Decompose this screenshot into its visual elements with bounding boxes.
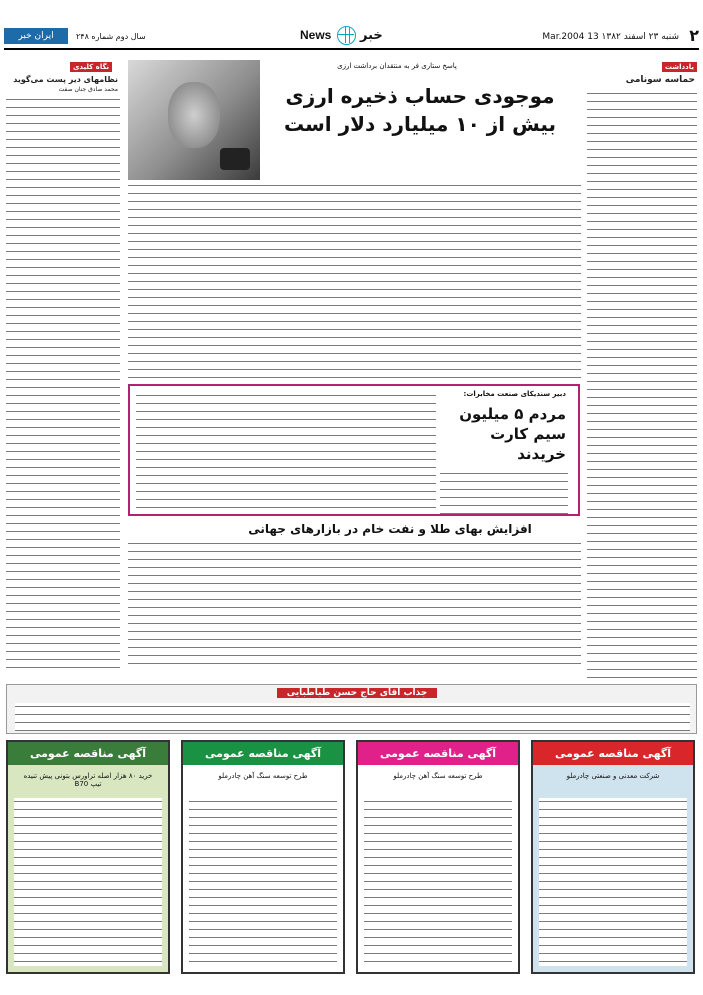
editorial-column	[587, 62, 697, 682]
box-story-text	[136, 392, 436, 512]
tender-ad	[356, 740, 520, 974]
tender-subtitle: خرید ۸۰ هزار اصله تراورس بتونی پیش تنیده تیپ B70	[23, 772, 153, 788]
tender-ad	[6, 740, 170, 974]
page-number: ۲	[689, 26, 699, 45]
headline-line-1: موجودی حساب ذخیره ارزی	[285, 84, 555, 108]
issue-number: سال دوم شماره ۲۴۸	[76, 32, 146, 41]
column-tag: یادداشت	[662, 62, 697, 72]
section-title-fa: خبر	[360, 28, 383, 43]
column-title: حماسه سونامی	[625, 75, 695, 85]
box-headline: مردم ۵ میلیون سیم کارت خریدند	[459, 405, 566, 463]
column-tag: نگاه کلیدی	[70, 62, 112, 72]
boxed-story	[128, 384, 580, 516]
section-title-en: News	[300, 28, 332, 42]
tender-subtitle: طرح توسعه سنگ آهن چادرملو	[218, 772, 308, 780]
column-text	[6, 96, 120, 672]
ad-text	[15, 703, 690, 731]
tender-title: آگهی مناقصه عمومی	[183, 742, 343, 765]
tender-title: آگهی مناقصه عمومی	[8, 742, 168, 765]
tender-title: آگهی مناقصه عمومی	[358, 742, 518, 765]
story-subtitle: پاسخ ستاری فر به منتقدان برداشت ارزی	[337, 62, 457, 70]
portrait-figure	[168, 82, 220, 148]
news-photo	[128, 60, 260, 180]
gold-oil-story-text	[128, 540, 581, 670]
box-kicker: دبیر سندیکای صنعت مخابرات:	[463, 390, 566, 398]
main-headline	[260, 82, 580, 138]
opinion-column	[6, 62, 120, 672]
headline-line-2: بیش از ۱۰ میلیارد دلار است	[283, 112, 557, 136]
tender-text	[364, 798, 512, 966]
ad-title: جذاب آقای حاج حسن طباطبایی	[277, 688, 437, 698]
globe-icon	[337, 26, 356, 45]
tender-subtitle: شرکت معدنی و صنعتی چادرملو	[566, 772, 660, 780]
column-author: محمد صادق جنان صفت	[58, 86, 118, 93]
column-text	[587, 90, 697, 680]
box-intro-text	[440, 470, 568, 514]
date-line: شنبه ۲۳ اسفند ۱۳۸۲ 13 Mar.2004	[542, 32, 679, 42]
page-header	[4, 26, 699, 50]
microphone-icon	[220, 148, 250, 170]
tender-text	[189, 798, 337, 966]
gold-oil-headline: افزایش بهای طلا و نفت خام در بازارهای جهانی	[248, 522, 532, 536]
tender-text	[539, 798, 687, 966]
tender-ad	[181, 740, 345, 974]
main-story-text	[128, 182, 581, 378]
tender-subtitle: طرح توسعه سنگ آهن چادرملو	[393, 772, 483, 780]
newspaper-logo: ایران خبر	[4, 28, 68, 44]
column-title: نظامهای دیر پست می‌گوید	[13, 75, 118, 84]
tender-text	[14, 798, 162, 966]
tender-ad	[531, 740, 695, 974]
ad-banner	[6, 684, 697, 734]
tender-title: آگهی مناقصه عمومی	[533, 742, 693, 765]
